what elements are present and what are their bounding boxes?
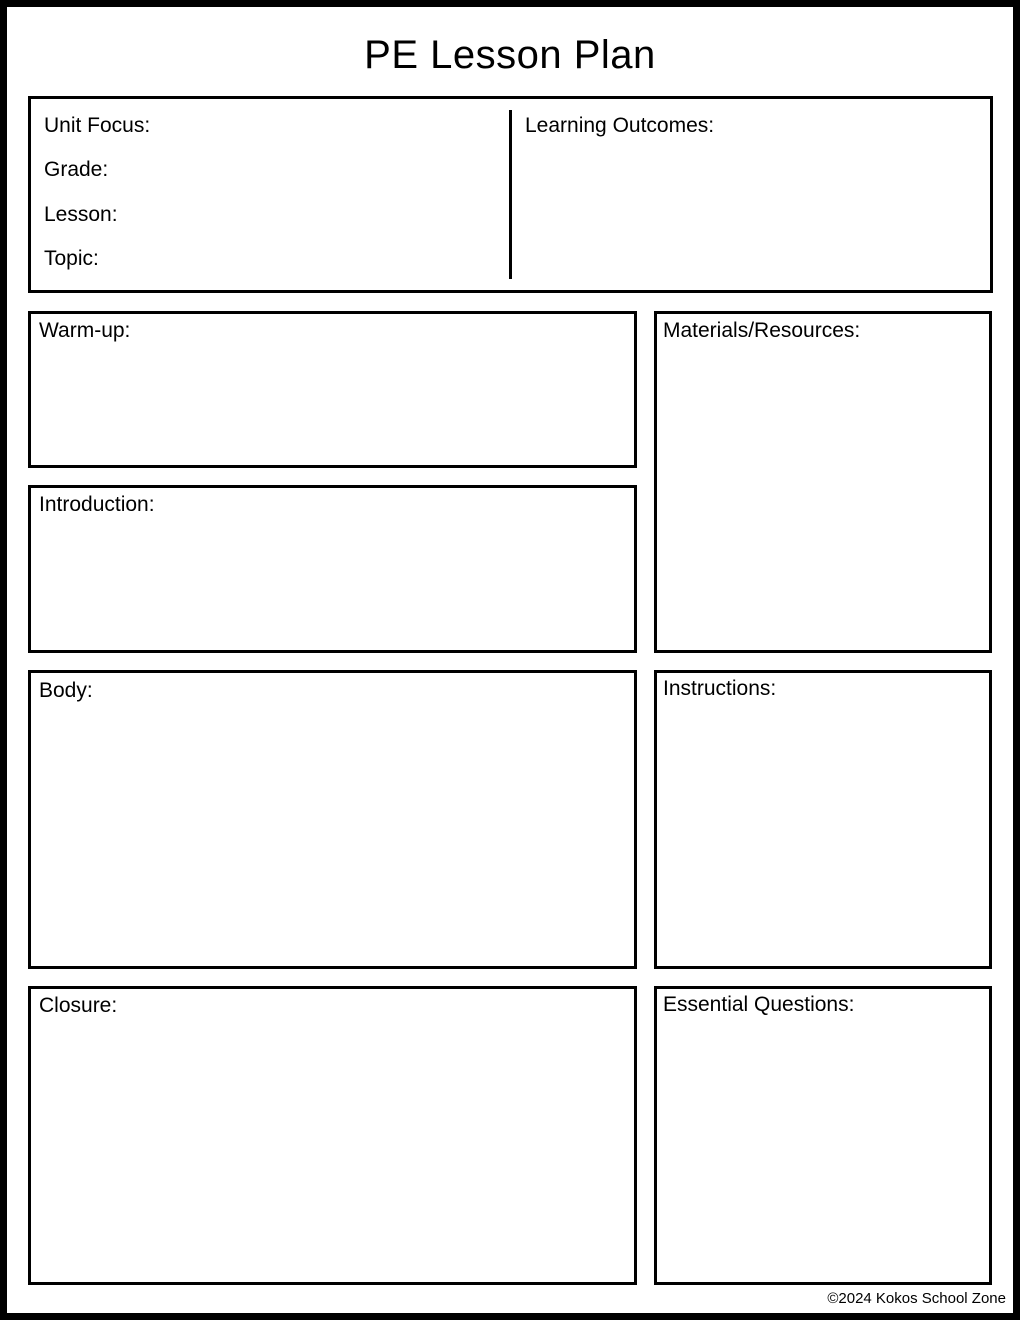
grade-label: Grade: [44, 158, 109, 181]
topic-label: Topic: [44, 247, 99, 270]
introduction-box[interactable] [28, 485, 637, 653]
body-box[interactable] [28, 670, 637, 969]
header-divider [509, 110, 512, 279]
lesson-plan-page [7, 7, 1013, 1313]
lesson-label: Lesson: [44, 203, 118, 226]
page-title: PE Lesson Plan [364, 33, 656, 77]
learning-outcomes-label: Learning Outcomes: [525, 114, 715, 137]
instructions-box[interactable] [654, 670, 992, 969]
introduction-label: Introduction: [39, 493, 155, 516]
warm-up-label: Warm-up: [39, 319, 131, 342]
instructions-label: Instructions: [663, 677, 777, 700]
warm-up-box[interactable] [28, 311, 637, 468]
materials-resources-box[interactable] [654, 311, 992, 653]
body-label: Body: [39, 679, 93, 702]
essential-questions-box[interactable] [654, 986, 992, 1285]
header-info-box [28, 96, 993, 293]
essential-questions-label: Essential Questions: [663, 993, 855, 1016]
materials-resources-label: Materials/Resources: [663, 319, 861, 342]
unit-focus-label: Unit Focus: [44, 114, 151, 137]
closure-label: Closure: [39, 994, 118, 1017]
copyright-footer: ©2024 Kokos School Zone [827, 1290, 1006, 1307]
closure-box[interactable] [28, 986, 637, 1285]
